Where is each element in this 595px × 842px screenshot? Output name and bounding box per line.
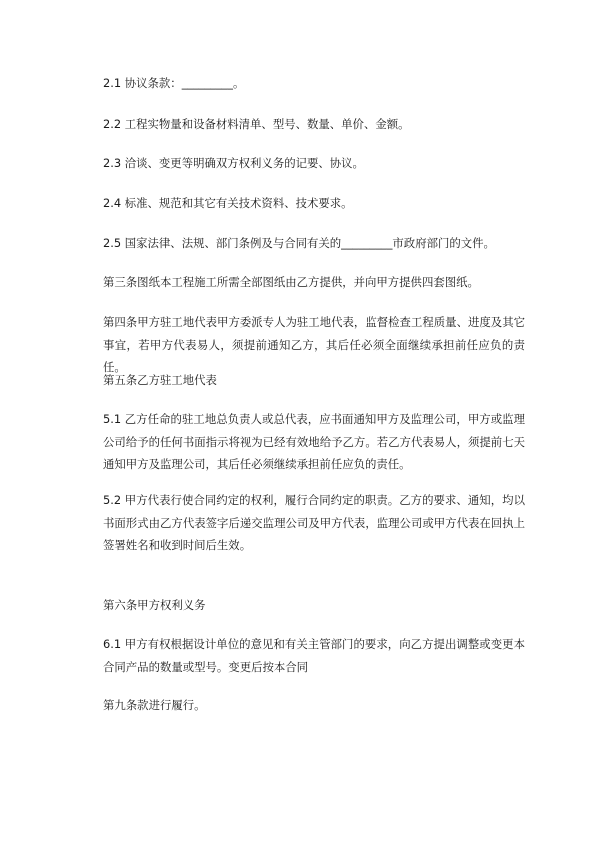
- article-9-continuation: 第九条款进行履行。: [103, 698, 206, 712]
- article-3-drawings: 第三条图纸本工程施工所需全部图纸由乙方提供，并向甲方提供四套图纸。: [103, 275, 479, 289]
- clause-2-5-laws-regulations: 2.5 国家法律、法规、部门条例及与合同有关的_________市政府部门的文件。: [103, 236, 495, 250]
- clause-5-2-party-a-rights: 5.2 甲方代表行使合同约定的权利，履行合同约定的职责。乙方的要求、通知，均以书面形式由乙方代表签字后递交监理公司及甲方代表，监理公司或甲方代表在回执上签署姓名和收到时间后生效。: [103, 493, 525, 552]
- clause-2-2-material-list: 2.2 工程实物量和设备材料清单、型号、数量、单价、金额。: [103, 117, 410, 131]
- article-5-heading: 第五条乙方驻工地代表: [103, 373, 217, 387]
- article-4-party-a-representative: 第四条甲方驻工地代表甲方委派专人为驻工地代表，监督检查工程质量、进度及其它事宜，若甲方代表易人，须提前通知乙方，其后任必须全面继续承担前任应负的责任。: [103, 315, 525, 374]
- clause-5-1-party-b-representative: 5.1 乙方任命的驻工地总负责人或总代表，应书面通知甲方及监理公司，甲方或监理公司给予的任何书面指示将视为已经有效地给予乙方。若乙方代表易人，须提前七天通知甲方及监理公司，其后任必须继续承担前任应负的责任。: [103, 412, 525, 471]
- clause-2-3-negotiation-records: 2.3 洽谈、变更等明确双方权利义务的记要、协议。: [103, 156, 364, 170]
- article-6-heading: 第六条甲方权利义务: [103, 598, 206, 612]
- clause-2-4-standards: 2.4 标准、规范和其它有关技术资料、技术要求。: [103, 196, 353, 210]
- clause-6-1-adjustments: 6.1 甲方有权根据设计单位的意见和有关主管部门的要求，向乙方提出调整或变更本合同产品的数量或型号。变更后按本合同: [103, 637, 525, 674]
- clause-2-1-agreement-terms: 2.1 协议条款：_________。: [103, 76, 245, 90]
